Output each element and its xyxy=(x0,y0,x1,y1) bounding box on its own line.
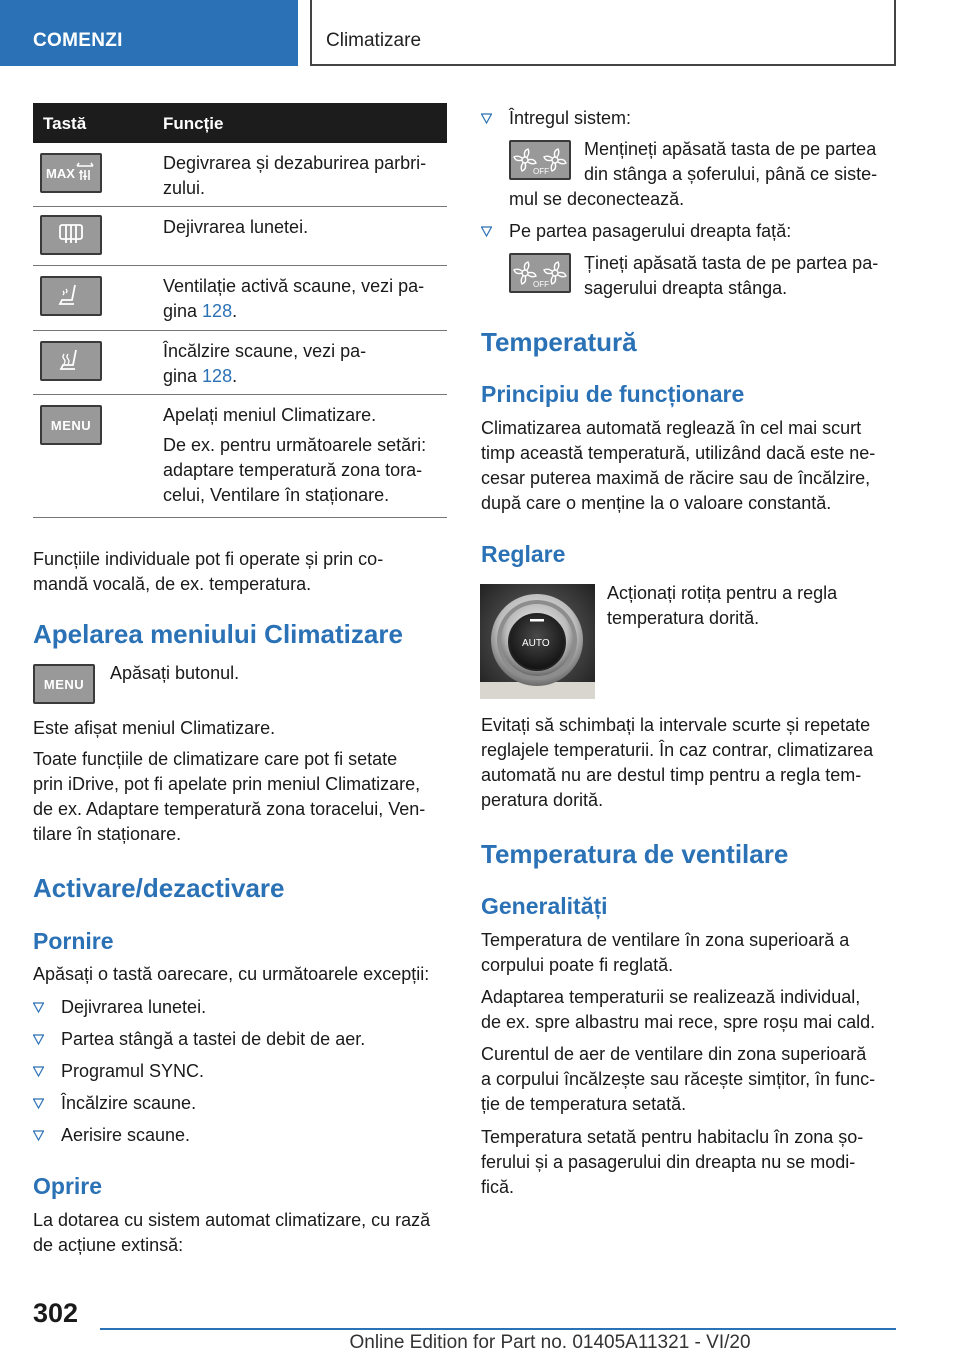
heading-off: Oprire xyxy=(33,1173,103,1199)
paragraph: Mențineți apăsată tasta de pe partea din stânga a șoferului, până ce siste‐ xyxy=(584,139,878,184)
section-title: COMENZI xyxy=(33,30,123,51)
table-row xyxy=(33,207,447,266)
svg-text:OFF: OFF xyxy=(533,167,549,176)
seat-heating-icon xyxy=(40,341,102,381)
bullet-triangle-icon xyxy=(33,1098,44,1109)
heading-principle: Principiu de funcționare xyxy=(481,381,745,407)
fan-off-key-icon xyxy=(509,253,571,293)
bullet-triangle-icon xyxy=(33,1130,44,1141)
bullet-triangle-icon xyxy=(33,1002,44,1013)
col-header-key: Tastă xyxy=(43,114,87,133)
menu-icon: MENU xyxy=(40,405,102,445)
paragraph: Este afișat meniul Climatizare. xyxy=(33,718,276,738)
row-text: zului. xyxy=(163,178,206,198)
paragraph: La dotarea cu sistem automat climatizare, cu rază de acțiune extinsă: xyxy=(33,1210,431,1255)
rear-defrost-icon xyxy=(40,215,102,255)
heading-on: Pornire xyxy=(33,928,114,954)
temperature-knob-image xyxy=(480,584,595,699)
paragraph: Apăsați butonul. xyxy=(110,663,240,683)
paragraph: Curentul de aer de ventilare din zona superioară a corpului încălzește sau răcește simțitor, în func‐ ție de temperatura setată. xyxy=(481,1044,876,1114)
heading-adjust: Reglare xyxy=(481,541,566,567)
paragraph: Temperatura setată pentru habitaclu în zona șo‐ ferului și a pasagerului din dreapta nu se modi‐ fică. xyxy=(481,1127,864,1197)
row-text: Dejivrarea lunetei. xyxy=(163,217,309,237)
row-text: Apelați meniul Climatizare. xyxy=(163,405,377,425)
svg-text:MAX: MAX xyxy=(46,166,75,181)
section-tab xyxy=(0,0,298,66)
paragraph: Funcțiile individuale pot fi operate și prin co‐ mandă vocală, de ex. temperatura. xyxy=(33,549,384,594)
row-text: Ventilație activă scaune, vezi pa‐ xyxy=(163,276,425,296)
menu-key-icon: MENU xyxy=(33,664,95,704)
page-link[interactable]: 128 xyxy=(202,366,233,386)
paragraph: mul se deconectează. xyxy=(509,189,685,209)
svg-text:AUTO: AUTO xyxy=(522,638,550,649)
keys-table xyxy=(33,103,447,518)
bullet-triangle-icon xyxy=(481,113,492,124)
col-header-function: Funcție xyxy=(163,114,224,133)
bullet-triangle-icon xyxy=(481,226,492,237)
table-header xyxy=(33,103,447,143)
paragraph: Temperatura de ventilare în zona superioară a corpului poate fi reglată. xyxy=(481,930,850,975)
page-number: 302 xyxy=(33,1298,79,1328)
heading-menu: Apelarea meniului Climatizare xyxy=(33,619,403,649)
table-row: Încălzire scaune, vezi pa‐ gina 128. xyxy=(33,331,447,395)
paragraph: Toate funcțiile de climatizare care pot fi setate prin iDrive, pot fi apelate prin meniul Climatizare, de ex. Adaptare temperatură zona toracelui, Ven‐ tilare în staționare. xyxy=(33,749,426,844)
chapter-title: Climatizare xyxy=(326,30,422,51)
max-defrost-icon xyxy=(40,153,102,193)
paragraph: Țineți apăsată tasta de pe partea pa‐ sagerului dreapta stânga. xyxy=(584,253,879,298)
seat-ventilation-icon xyxy=(40,276,102,316)
fan-off-key-icon xyxy=(509,140,571,180)
chapter-tab xyxy=(310,0,896,66)
paragraph: Adaptarea temperaturii se realizează individual, de ex. spre albastru mai rece, spre roșu mai cald. xyxy=(481,987,876,1032)
bullet-triangle-icon xyxy=(33,1034,44,1045)
table-row xyxy=(33,143,447,207)
table-row: MENU Apelați meniul Climatizare. De ex. pentru următoarele setări: adaptare temperatură zona tora‐ celui, Ventilare în staționare. xyxy=(33,395,447,518)
page-link[interactable]: 128 xyxy=(202,301,233,321)
paragraph: Evitați să schimbați la intervale scurte și repetate reglajele temperaturii. În caz contrar, climatizarea automată nu are destul timp pentru a regla tem‐ peratura dorită. xyxy=(481,715,874,810)
paragraph: Apăsați o tastă oarecare, cu următoarele excepții: xyxy=(33,964,430,984)
row-text: Degivrarea și dezaburirea parbri‐ xyxy=(163,153,427,173)
paragraph: Climatizarea automată reglează în cel mai scurt timp această temperatură, utilizând dacă este ne‐ cesar puterea maximă de răcire sau de încălzire, după care o menține la o valoare constantă. xyxy=(481,418,876,513)
bullet-triangle-icon xyxy=(33,1066,44,1077)
heading-vent-temperature: Temperatura de ventilare xyxy=(481,839,789,869)
heading-temperature: Temperatură xyxy=(481,327,637,357)
svg-text:OFF: OFF xyxy=(533,280,549,289)
footer-divider xyxy=(100,1328,896,1330)
table-row: Ventilație activă scaune, vezi pa‐ gina 128. xyxy=(33,266,447,331)
heading-general: Generalități xyxy=(481,893,608,919)
paragraph: Acționați rotița pentru a regla temperatura dorită. xyxy=(607,583,838,628)
heading-activate: Activare/dezactivare xyxy=(33,873,285,903)
row-text: Încălzire scaune, vezi pa‐ xyxy=(163,341,367,361)
edition-info: Online Edition for Part no. 01405A11321 - VI/20 xyxy=(349,1332,751,1353)
